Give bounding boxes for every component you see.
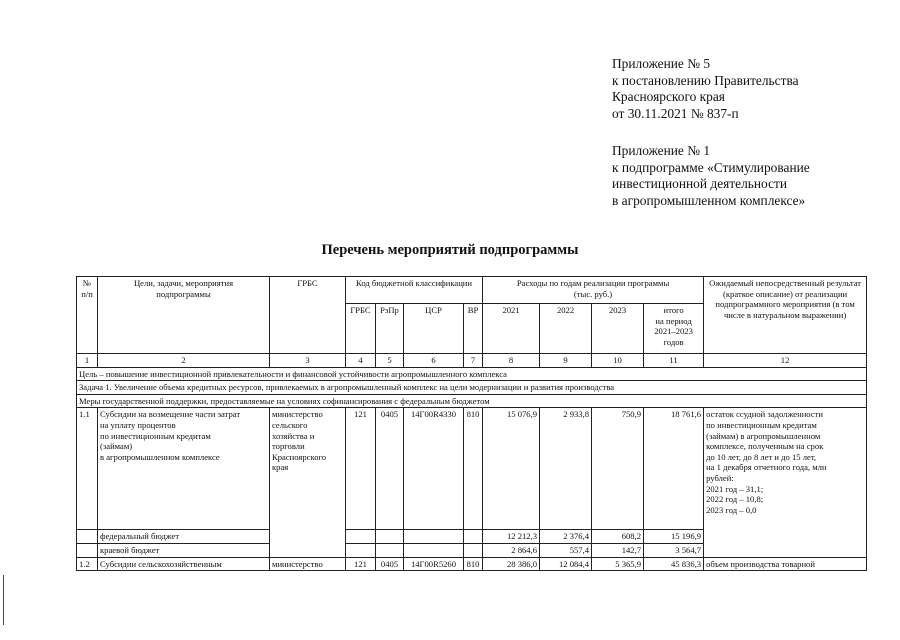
header-result: Ожидаемый непосредственный результат (краткое описание) от реализации подпрограммного мероприятия (в том числе в натуральном выражении) xyxy=(704,277,867,354)
subheader-rzpr: РзПр xyxy=(376,304,404,354)
header-expenses: Расходы по годам реализации программы (тыс. руб.) xyxy=(483,277,704,304)
row-name: Субсидии сельскохозяйственным xyxy=(98,557,270,571)
row-csr: 14Г00R5260 xyxy=(404,557,464,571)
col-number: 1 xyxy=(77,354,98,368)
reg-empty xyxy=(404,543,464,557)
row-total: 18 761,6 xyxy=(644,408,704,530)
row-grbs-name: министерство xyxy=(270,557,346,571)
col-number: 5 xyxy=(376,354,404,368)
reg-label: краевой бюджет xyxy=(98,543,270,557)
appendix-1-line: в агропромышленном комплексе» xyxy=(612,192,806,208)
fed-2021: 12 212,3 xyxy=(483,530,540,544)
activities-table xyxy=(76,276,867,571)
row-grbs-code: 121 xyxy=(346,557,376,571)
reg-spacer xyxy=(77,543,98,557)
subheader-vr: ВР xyxy=(464,304,483,354)
appendix-5-line: Красноярского края xyxy=(612,89,725,104)
col-number: 9 xyxy=(540,354,592,368)
row-rzpr: 0405 xyxy=(376,408,404,530)
row-2023: 5 365,9 xyxy=(592,557,644,571)
row-2021: 15 076,9 xyxy=(483,408,540,530)
fed-total: 15 196,9 xyxy=(644,530,704,544)
reg-2023: 142,7 xyxy=(592,543,644,557)
appendix-1-line: инвестиционной деятельности xyxy=(612,176,788,191)
reg-total: 3 564,7 xyxy=(644,543,704,557)
row-2022: 12 084,4 xyxy=(540,557,592,571)
col-number: 3 xyxy=(270,354,346,368)
task-row: Задача 1. Увеличение объема кредитных ресурсов, привлекаемых в агропромышленный комплекс на цели модернизации и развития производства xyxy=(77,381,867,395)
row-2022: 2 933,8 xyxy=(540,408,592,530)
col-number: 12 xyxy=(704,354,867,368)
col-number: 7 xyxy=(464,354,483,368)
appendix-5-line: к постановлению Правительства xyxy=(612,72,799,88)
fed-empty xyxy=(464,530,483,544)
row-2023: 750,9 xyxy=(592,408,644,530)
row-2021: 28 386,0 xyxy=(483,557,540,571)
subheader-2021: 2021 xyxy=(483,304,540,354)
header-num: № п/п xyxy=(77,277,98,354)
header-budget-code: Код бюджетной классификации xyxy=(346,277,483,304)
fed-empty xyxy=(346,530,376,544)
goal-row: Цель – повышение инвестиционной привлекательности и финансовой устойчивости агропромышленного комплекса xyxy=(77,367,867,381)
header-grbs: ГРБС xyxy=(270,277,346,354)
reg-empty xyxy=(464,543,483,557)
fed-empty xyxy=(404,530,464,544)
col-number: 10 xyxy=(592,354,644,368)
reg-2021: 2 864,6 xyxy=(483,543,540,557)
subheader-2022: 2022 xyxy=(540,304,592,354)
row-csr: 14Г00R4330 xyxy=(404,408,464,530)
row-vr: 810 xyxy=(464,408,483,530)
appendix-5-block xyxy=(612,56,799,122)
row-result: остаток ссудной задолженности по инвестиционным кредитам (займам) в агропромышленном комплексе, полученным на срок до 10 лет, до 8 лет и до 15 лет, на 1 декабря отчетного года, млн рублей: 2021 год – 31,1; 2022 год – 10,8; 2023 год – 0,0 xyxy=(704,408,867,557)
appendix-5-line: Приложение № 5 xyxy=(612,56,711,71)
row-vr: 810 xyxy=(464,557,483,571)
row-result: объем производства товарной xyxy=(704,557,867,571)
row-num: 1.1 xyxy=(77,408,98,530)
document-title: Перечень мероприятий подпрограммы xyxy=(321,242,579,258)
row-grbs-name: министерство сельского хозяйства и торговли Красноярского края xyxy=(270,408,346,557)
header-goals: Цели, задачи, мероприятия подпрограммы xyxy=(98,277,270,354)
subheader-csr: ЦСР xyxy=(404,304,464,354)
row-num: 1.2 xyxy=(77,557,98,571)
fed-2022: 2 376,4 xyxy=(540,530,592,544)
reg-empty xyxy=(376,543,404,557)
subheader-total: итого на период 2021–2023 годов xyxy=(644,304,704,354)
row-total: 45 836,3 xyxy=(644,557,704,571)
appendix-1-line: к подпрограмме «Стимулирование xyxy=(612,159,810,175)
fed-empty xyxy=(376,530,404,544)
col-number: 6 xyxy=(404,354,464,368)
subheader-grbs: ГРБС xyxy=(346,304,376,354)
col-number: 4 xyxy=(346,354,376,368)
fed-spacer xyxy=(77,530,98,544)
row-grbs-code: 121 xyxy=(346,408,376,530)
col-number: 2 xyxy=(98,354,270,368)
appendix-5-line: от 30.11.2021 № 837-п xyxy=(612,105,739,121)
subheader-2023: 2023 xyxy=(592,304,644,354)
col-number: 8 xyxy=(483,354,540,368)
col-number: 11 xyxy=(644,354,704,368)
support-row: Меры государственной поддержки, предоставляемые на условиях софинансирования с федеральным бюджетом xyxy=(77,394,867,408)
row-rzpr: 0405 xyxy=(376,557,404,571)
reg-empty xyxy=(346,543,376,557)
row-name: Субсидии на возмещение части затрат на уплату процентов по инвестиционным кредитам (займам) в агропромышленном комплексе xyxy=(98,408,270,530)
appendix-1-block xyxy=(612,143,810,209)
fed-label: федеральный бюджет xyxy=(98,530,270,544)
scan-edge-line xyxy=(3,575,4,625)
appendix-1-line: Приложение № 1 xyxy=(612,143,711,158)
fed-2023: 608,2 xyxy=(592,530,644,544)
reg-2022: 557,4 xyxy=(540,543,592,557)
